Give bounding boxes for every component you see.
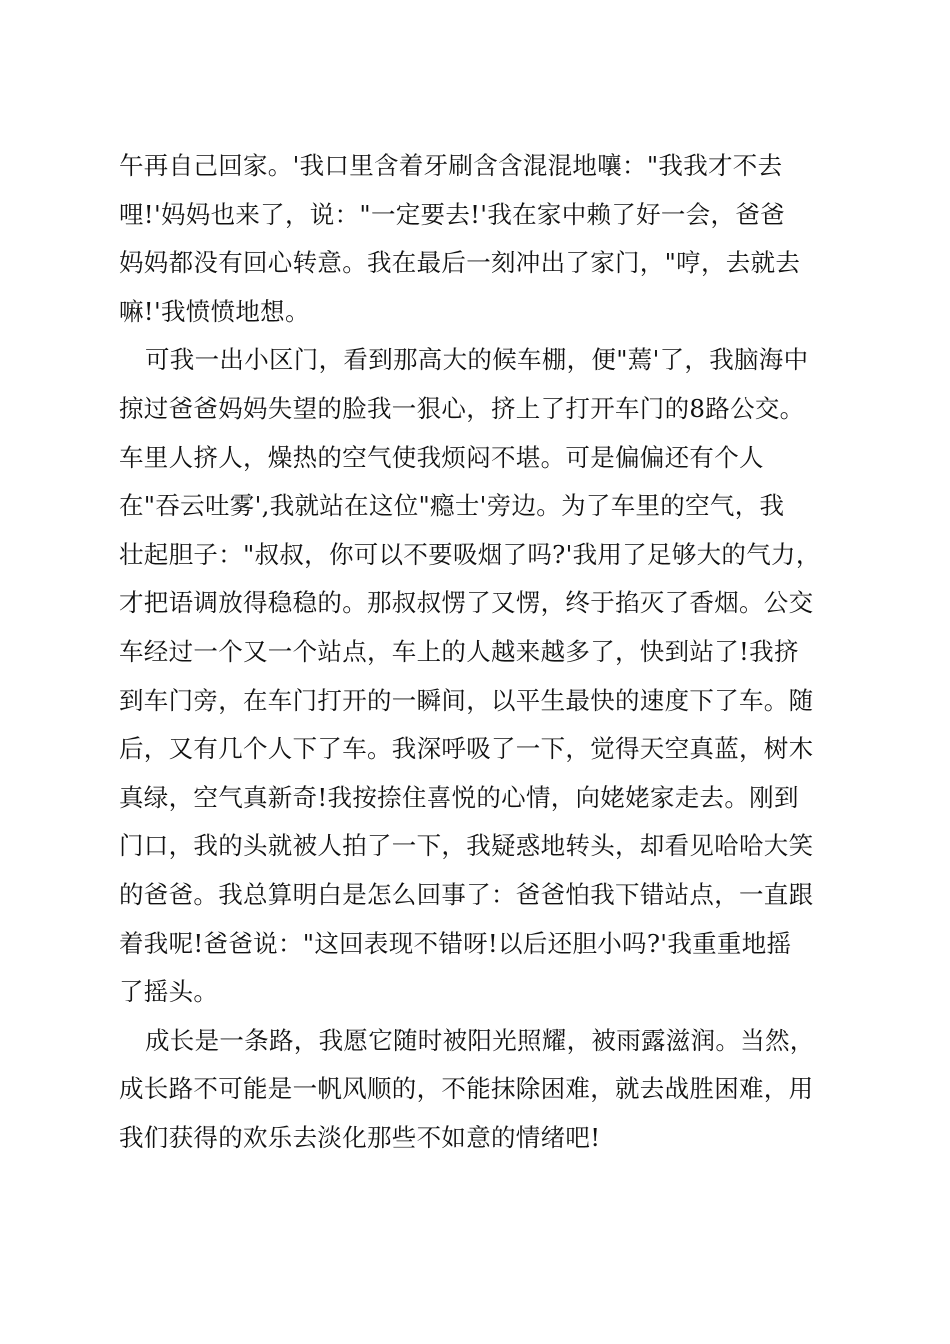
text-line: 妈妈都没有回心转意。我在最后一刻冲出了家门，"哼，去就去	[119, 248, 801, 278]
text-line: 真绿，空气真新奇!我按捺住喜悦的心情，向姥姥家走去。刚到	[119, 782, 799, 812]
text-line: 哩!'妈妈也来了，说："一定要去!'我在家中赖了好一会，爸爸	[119, 199, 785, 229]
text-line: 门口，我的头就被人拍了一下，我疑惑地转头，却看见哈哈大笑	[119, 831, 814, 861]
text-line: 才把语调放得稳稳的。那叔叔愣了又愣，终于掐灭了香烟。公交	[119, 588, 814, 618]
text-line: 成长是一条路，我愿它随时被阳光照耀，被雨露滋润。当然，	[145, 1025, 815, 1055]
paragraph-1	[119, 142, 839, 336]
paragraph-3	[119, 1017, 839, 1163]
text-line: 到车门旁，在车门打开的一瞬间，以平生最快的速度下了车。随	[119, 685, 814, 715]
text-line: 车里人挤人，燥热的空气使我烦闷不堪。可是偏偏还有个人	[119, 442, 764, 472]
text-line: 的爸爸。我总算明白是怎么回事了：爸爸怕我下错站点，一直跟	[119, 879, 814, 909]
text-line: 在"吞云吐雾',我就站在这位"瘾士'旁边。为了车里的空气，我	[119, 491, 785, 521]
text-line: 壮起胆子："叔叔，你可以不要吸烟了吗?'我用了足够大的气力，	[119, 539, 821, 569]
text-line: 嘛!'我愤愤地想。	[119, 296, 310, 326]
paragraph-2	[119, 336, 839, 1016]
text-line: 掠过爸爸妈妈失望的脸我一狠心，挤上了打开车门的8路公交。	[119, 393, 805, 423]
text-line: 可我一出小区门，看到那高大的候车棚，便"蔫'了，我脑海中	[145, 345, 809, 375]
document-body	[119, 142, 839, 1162]
text-line: 着我呢!爸爸说："这回表现不错呀!以后还胆小吗?'我重重地摇	[119, 928, 792, 958]
text-line: 车经过一个又一个站点，车上的人越来越多了，快到站了!我挤	[119, 636, 799, 666]
text-line: 午再自己回家。'我口里含着牙刷含含混混地嚷："我我才不去	[119, 151, 783, 180]
text-line: 成长路不可能是一帆风顺的，不能抹除困难，就去战胜困难，用	[119, 1074, 814, 1104]
text-line: 后，又有几个人下了车。我深呼吸了一下，觉得天空真蓝，树木	[119, 734, 814, 764]
text-line: 我们获得的欢乐去淡化那些不如意的情绪吧!	[119, 1122, 601, 1152]
text-line: 了摇头。	[119, 977, 219, 1007]
